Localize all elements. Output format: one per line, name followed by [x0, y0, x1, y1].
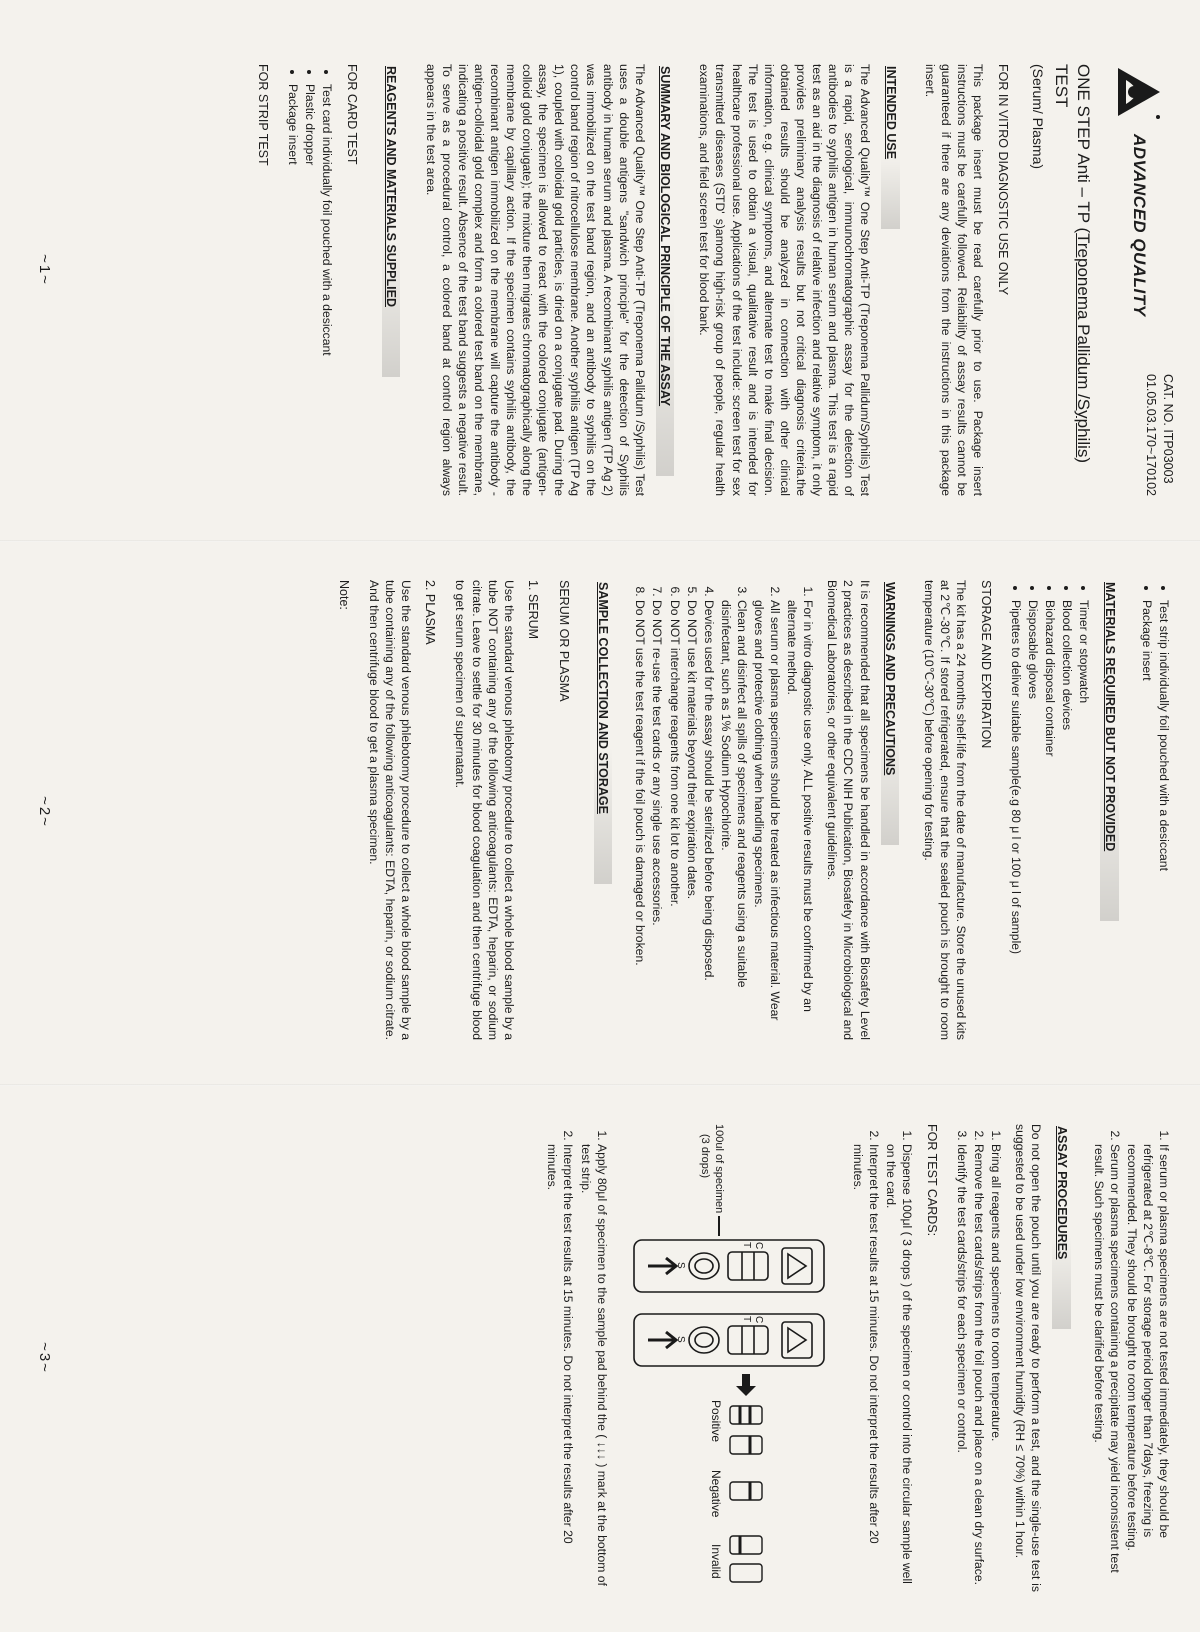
specimen-label: 100ul of specimen: [712, 1124, 725, 1214]
intended-use-paragraph: The Advanced Quality™ One Step Anti-TP (Treponema Pallidum/Syphilis) Test is a rapid, serological, immunochromatographic assay for the detection of antibodies to syphilis antigen in human serum and plasma. This test is a rapid test as an aid in the diagnosis of relative infection and relative symptom, it only provides preliminary analysis results but not critical diagnosis criteria.the obtained results should be analyzed in connection with other clinical information, e.g. clinical symptoms, and alternate test to make final decision. The test is used to obtain a visual, qualitative result and is intended for healthcare professional use. Applications of the test include: screen test for sex transmitted diseases (STD' s)among high-risk group of people, regular health examinations, and field screen test for blood bank.: [697, 64, 873, 496]
product-subtitle: (Serum/ Plasma): [1030, 64, 1047, 170]
title-part-3: ) TEST: [1051, 64, 1093, 464]
list-item: 4. Devices used for the assay should be sterilized before being disposed.: [701, 600, 717, 1040]
assay-heading: ASSAY PROCEDURES: [1052, 1124, 1071, 1329]
procedure-diagram: [624, 1124, 834, 1592]
assay-intro: Do not open the pouch until you are ready to perform a test, and the single-use test is suggested to be used under low environment humidity (RH ≤ 70%) within 1 hour.: [1012, 1124, 1044, 1592]
list-item: • Pipettes to deliver suitable sample(e.g 80 μ l or 100 μ l of sample): [1008, 600, 1024, 1040]
title-part-1: ONE STEP Anti – TP (: [1074, 64, 1093, 234]
list-item: 1. Bring all reagents and specimens to room temperature.: [988, 1144, 1004, 1592]
serum-heading: 1. SERUM: [526, 580, 541, 640]
list-item: 2. Remove the test cards/strips from the foil pouch and place on a clean dry surface.: [971, 1144, 987, 1592]
sample-label: S: [674, 1262, 686, 1269]
list-item: 1. Apply 80μl of specimen to the sample pad behind the ( ↓↓↓ ) mark at the bottom of test strip.: [578, 1144, 610, 1592]
card-items-list: [285, 64, 335, 496]
brand-name: ADVANCED QUALITY: [1130, 134, 1150, 317]
lot-number: 01.05.03.170~170102: [1144, 374, 1159, 496]
page-1: [0, 0, 1200, 540]
card-test-heading: FOR CARD TEST: [344, 64, 359, 165]
list-item: • Test strip individually foil pouched with a desiccant: [1156, 600, 1172, 1040]
storage-notes-list: [1091, 1124, 1172, 1592]
result-windows: [730, 1406, 762, 1582]
materials-heading: MATERIALS REQUIRED BUT NOT PROVIDED: [1100, 580, 1119, 921]
summary-paragraph: The Advanced Quality™ One Step Anti-TP (Treponema Pallidum /Syphilis) Test uses a double antigens "sandwich principle" for the detection of Syphilis antibody in human serum and plasma. A recombinant syphilis antigen (TP Ag 2) was immobilized on the test band region, and an antibody to syphilis on the control band region of nitrocellulose membrane. Another syphilis antigen (TP Ag 1), coupled with colloidal gold particles, is dried on a conjugate pad. During the assay, the specimen is allowed to react with the colored conjugate (antigen- colloid gold conjugate); the mixture then migrates chromatographically along the membrane by capillary action. If the specimen contains syphilis antibody, the recombinant antigen immobilized on the membrane will capture the antibody -antigen-colloidal gold complex and form a colored test band on the membrane, indicating a positive result. Absence of the test band suggests a negative result. To serve as a procedural control, a colored band at control region always appears in the test area.: [423, 64, 647, 496]
materials-list: [1008, 580, 1092, 1040]
title-part-2: Treponema Pallidum /Syphilis: [1074, 233, 1093, 458]
list-item: • Blood collection devices: [1059, 600, 1075, 1040]
intended-use-heading: INTENDED USE: [881, 64, 900, 229]
list-item: 1. Dispense 100μl ( 3 drops ) of the specimen or control into the circular sample well on the card.: [883, 1144, 915, 1592]
strip-test-heading: FOR STRIP TEST: [256, 64, 271, 166]
list-item: 2. Interpret the test results at 15 minutes. Do not interpret the results after 20 minutes.: [544, 1144, 576, 1592]
invalid-label: Invalid: [708, 1544, 723, 1579]
test-label: T: [740, 1242, 752, 1249]
negative-label: Negative: [708, 1470, 723, 1518]
list-item: 8. Do NOT use the test reagent if the foil pouch is damaged or broken.: [632, 600, 648, 1040]
ivd-notice: FOR IN VITRO DIAGNOSTIC USE ONLY: [995, 64, 1010, 296]
catalog-info: [1142, 374, 1176, 496]
list-item: 3. Clean and disinfect all spills of specimens and reagents using a suitable disinfectant, such as 1% Sodium Hypochlorite.: [718, 600, 750, 1040]
list-item: • Package insert: [1139, 600, 1155, 1040]
warnings-intro: It is recommended that all specimens be handled in accordance with Biosafety Level 2 practices as described in the CDC NIH Publication, Biosafety in Microbiological and Biomedical Laboratories, or other equivalent guidelines.: [825, 580, 872, 1040]
list-item: • Test card individually foil pouched with a desiccant: [319, 84, 335, 496]
list-item: • Biohazard disposal container: [1042, 600, 1058, 1040]
drops-label: (3 drops): [698, 1134, 711, 1179]
right-arrow-icon: [736, 1374, 756, 1396]
advanced-quality-logo-icon: [1114, 64, 1164, 120]
list-item: 3. Identify the test cards/strips for each specimen or control.: [954, 1144, 970, 1592]
storage-paragraph: The kit has a 24 months shelf-life from the date of manufacture. Store the unused kits at 2℃-30℃. If stored refrigerated, ensure that the sealed pouch is brought to room temperature (10℃-30℃) before opening for testing.: [922, 580, 969, 1040]
svg-text:S: S: [674, 1336, 686, 1343]
list-item: 5. Do NOT use kit materials beyond their expiration dates.: [684, 600, 700, 1040]
list-item: 1. If serum or plasma specimens are not tested immediately, they should be refrigerated at 2℃-8℃. For storage period longer than 7days, freezing is recommended. They should be brought to room temperature before testing.: [1124, 1144, 1172, 1592]
page-number: ~1~: [35, 254, 53, 286]
list-item: • Plastic dropper: [302, 84, 318, 496]
intro-paragraph: This package insert must be read carefully prior to use. Package insert instructions must be carefully followed. Reliability of assay results cannot be guaranteed if there are any deviations from the instructions in this package insert.: [922, 64, 986, 496]
list-item: 2. Serum or plasma specimens containing a precipitate may yield inconsistent test result. Such specimens must be clarified before testing.: [1091, 1144, 1123, 1592]
serum-paragraph: Use the standard venous phlebotomy procedure to collect a whole blood sample by a tube NOT containing any of the following anticoagulants: EDTA, heparin, or sodium citrate. Leave to settle for 30 minutes for blood coagulation and then centrifuge blood to get serum specimen of supernatant.: [453, 580, 516, 1040]
warnings-list: [632, 580, 816, 1040]
test-card-before: [634, 1240, 824, 1292]
product-title: [1049, 64, 1094, 496]
test-card-diagram: [624, 1124, 834, 1592]
control-label: C: [752, 1242, 764, 1250]
positive-label: Positive: [708, 1400, 723, 1443]
summary-heading: SUMMARY AND BIOLOGICAL PRINCIPLE OF THE ASSAY: [656, 64, 675, 476]
list-item: 2. All serum or plasma specimens should be treated as infectious material. Wear gloves and protective clothing when handling specimens.: [751, 600, 783, 1040]
note-heading: Note:: [336, 580, 351, 610]
reagents-heading: REAGENTS AND MATERIALS SUPPLIED: [382, 64, 401, 377]
sample-heading: SAMPLE COLLECTION AND STORAGE: [594, 580, 613, 884]
serum-or-plasma-heading: SERUM OR PLASMA: [556, 580, 571, 702]
list-item: 7. Do NOT re-use the test cards or any single use accessories.: [649, 600, 665, 1040]
list-item: 1. For in vitro diagnostic use only. ALL positive results must be confirmed by an alternate method.: [784, 600, 816, 1040]
strip-items-list: [1139, 580, 1172, 1040]
page-number: ~3~: [35, 1342, 53, 1374]
test-cards-heading: FOR TEST CARDS:: [924, 1124, 939, 1237]
list-item: 2. Interpret the test results at 15 minutes. Do not interpret the results after 20 minutes.: [850, 1144, 882, 1592]
svg-text:C: C: [752, 1316, 764, 1324]
test-card-after: [634, 1314, 824, 1366]
page-2: [0, 540, 1200, 1084]
storage-heading: STORAGE AND EXPIRATION: [978, 580, 993, 749]
warnings-heading: WARNINGS AND PRECAUTIONS: [881, 580, 900, 845]
svg-text:T: T: [740, 1316, 752, 1323]
plasma-heading: 2. PLASMA: [423, 580, 438, 645]
list-item: 6. Do NOT interchange reagents from one kit lot to another.: [666, 600, 682, 1040]
assay-list: [954, 1124, 1004, 1592]
catalog-number: CAT. NO. ITP03003: [1161, 374, 1175, 484]
list-item: • Timer or stopwatch: [1076, 600, 1092, 1040]
plasma-paragraph: Use the standard venous phlebotomy procedure to collect a whole blood sample by a tube containing any of the following anticoagulants: EDTA, heparin, or sodium citrate. And then centrifuge blood to get a plasma specimen.: [366, 580, 413, 1040]
page-3: [0, 1084, 1200, 1632]
list-item: • Package insert: [285, 84, 301, 496]
strip-steps-list: [544, 1124, 609, 1592]
card-steps-list: [850, 1124, 915, 1592]
list-item: • Disposable gloves: [1025, 600, 1041, 1040]
page-number: ~2~: [35, 796, 53, 828]
